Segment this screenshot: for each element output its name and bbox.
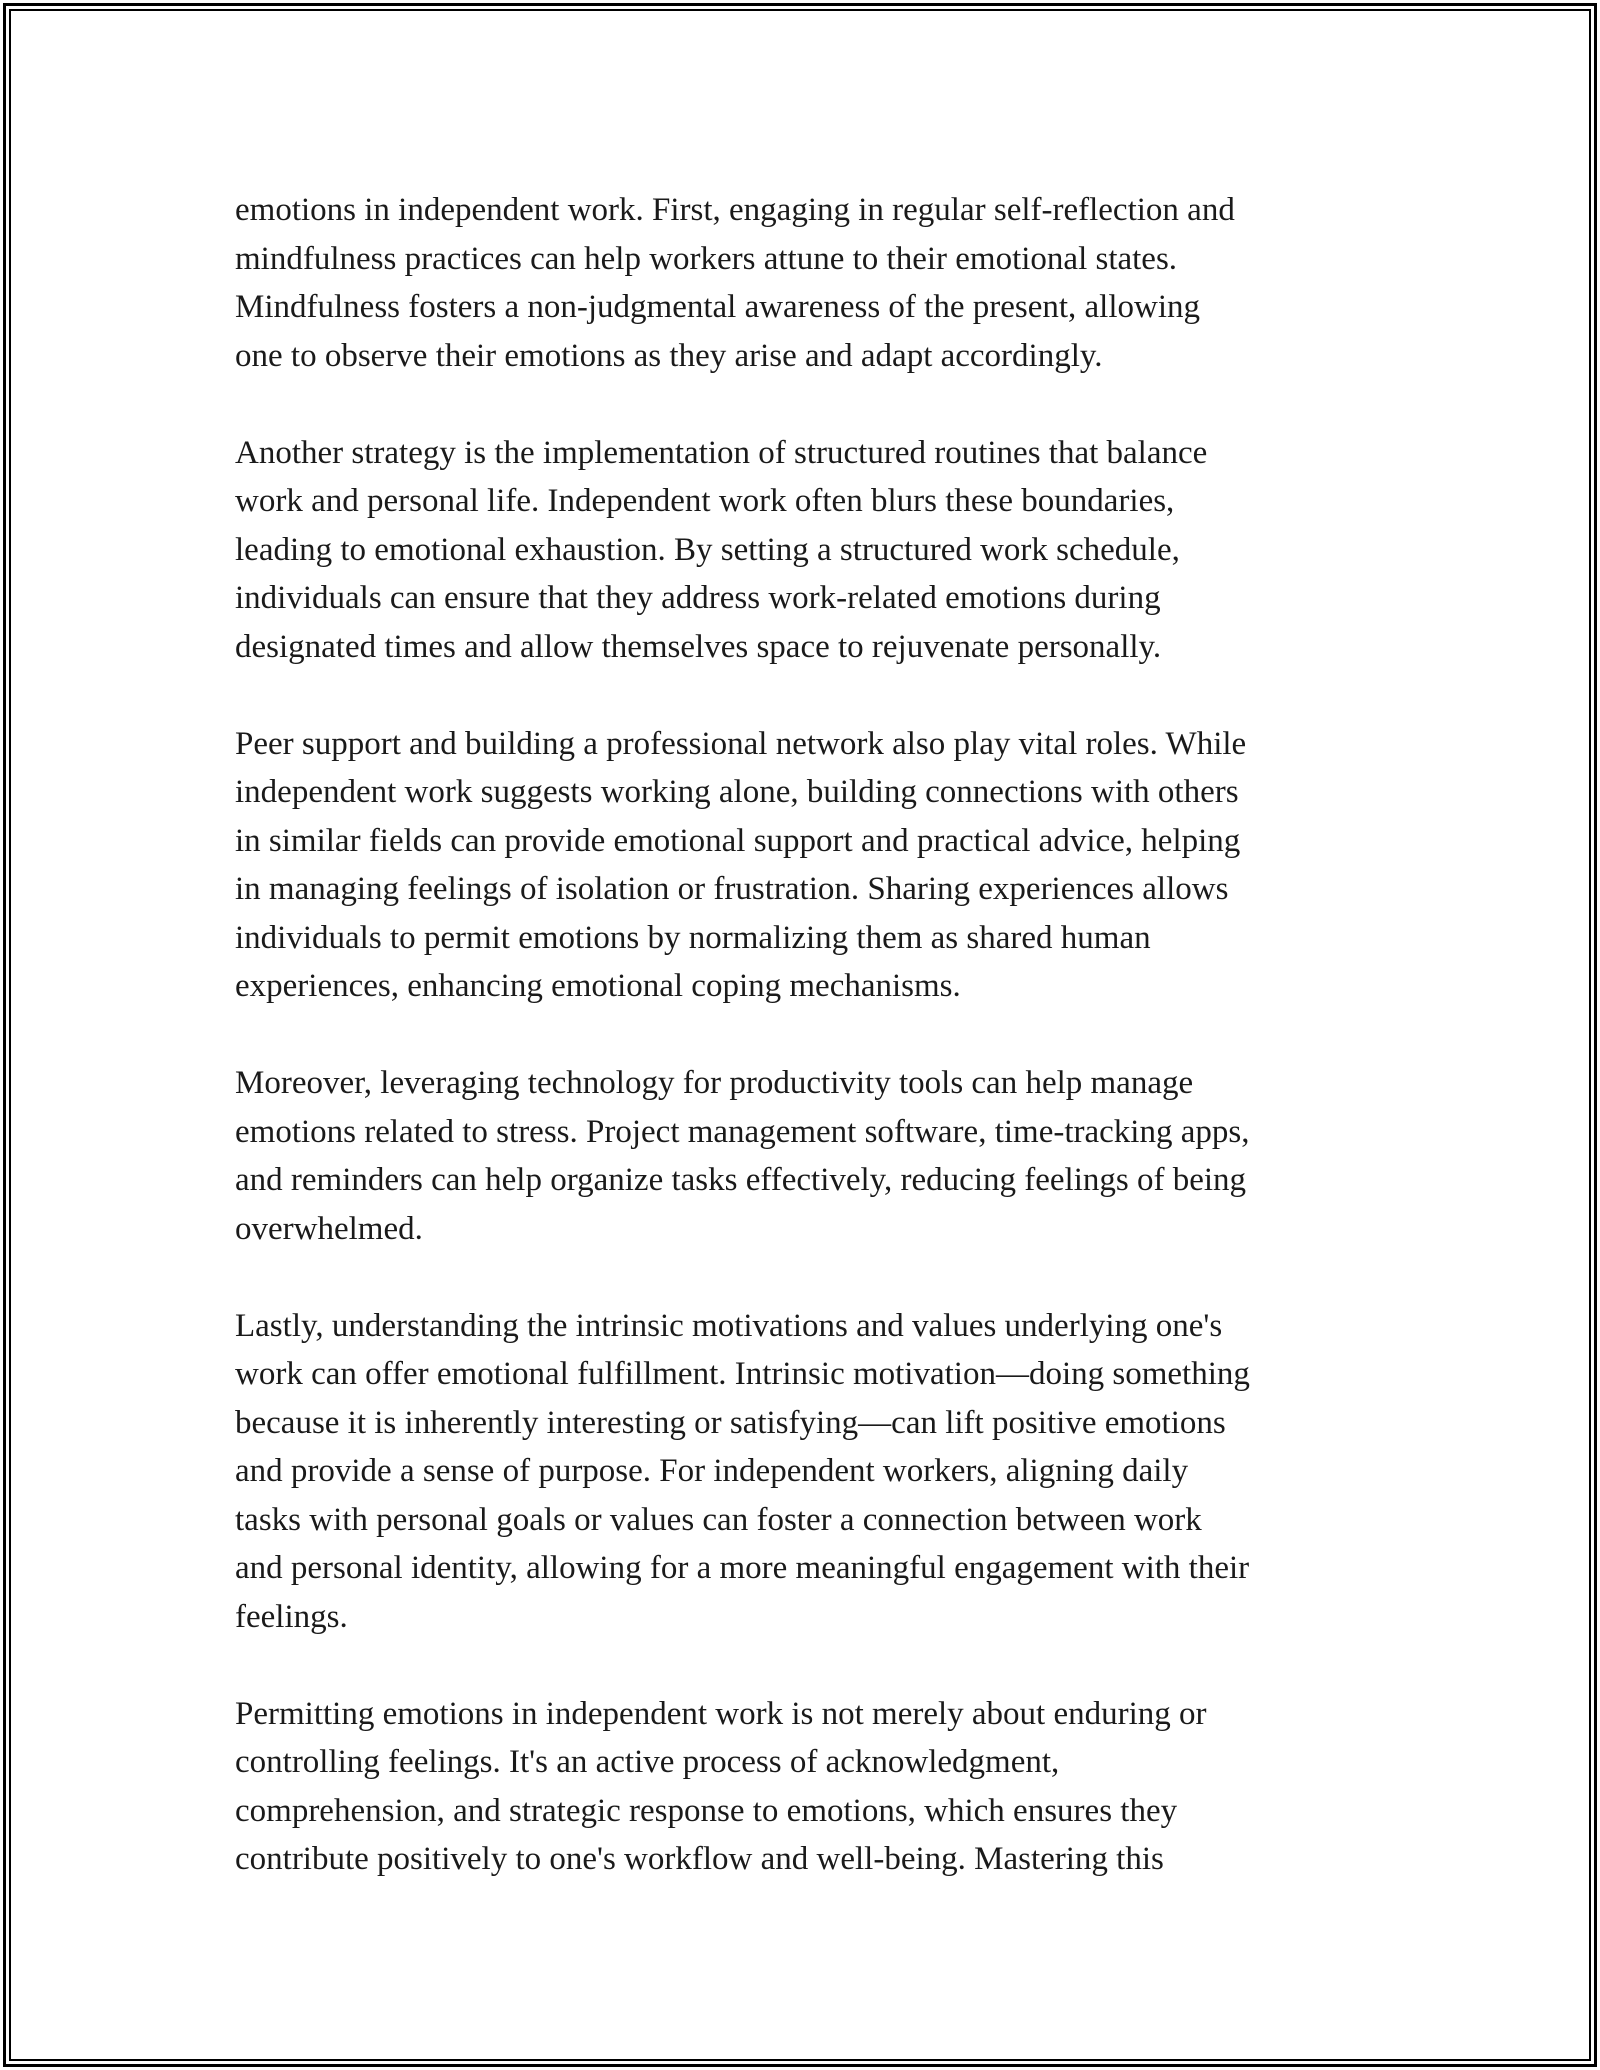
paragraph-mindfulness: emotions in independent work. First, engaging in regular self-reflection and mindfulness practices can help workers attune to their emotional states. Mindfulness fosters a non-judgmental awareness of the present, allowing one to observe their emotions as they arise and adapt accordingly.	[235, 192, 1235, 374]
paragraph-intrinsic-motivation: Lastly, understanding the intrinsic motivations and values underlying one's work can offer emotional fulfillment. Intrinsic motivation—doing something because it is inherently interesting or satisfying—can lift positive emotions and provide a sense of purpose. For independent workers, aligning daily tasks with personal goals or values can foster a connection between work and personal identity, allowing for a more meaningful engagement with their feelings.	[235, 1307, 1250, 1635]
paragraph-conclusion: Permitting emotions in independent work is not merely about enduring or controlling feelings. It's an active process of acknowledgment, comprehension, and strategic response to emotions, which ensures they contribute positively to one's workflow and well-being. Mastering this	[235, 1695, 1207, 1877]
paragraph-peer-support: Peer support and building a professional network also play vital roles. While independent work suggests working alone, building connections with others in similar fields can provide emotional support and practical advice, helping in managing feelings of isolation or frustration. Sharing experiences allows individuals to permit emotions by normalizing them as shared human experiences, enhancing emotional coping mechanisms.	[235, 725, 1247, 1004]
paragraph-technology: Moreover, leveraging technology for productivity tools can help manage emotions related to stress. Project management software, time-tracking apps, and reminders can help organize tasks effectively, reducing feelings of being overwhelmed.	[235, 1065, 1250, 1247]
document-body	[235, 186, 1385, 1932]
paragraph-structured-routines: Another strategy is the implementation of structured routines that balance work and personal life. Independent work often blurs these boundaries, leading to emotional exhaustion. By setting a structured work schedule, individuals can ensure that they address work-related emotions during designated times and allow themselves space to rejuvenate personally.	[235, 434, 1208, 665]
